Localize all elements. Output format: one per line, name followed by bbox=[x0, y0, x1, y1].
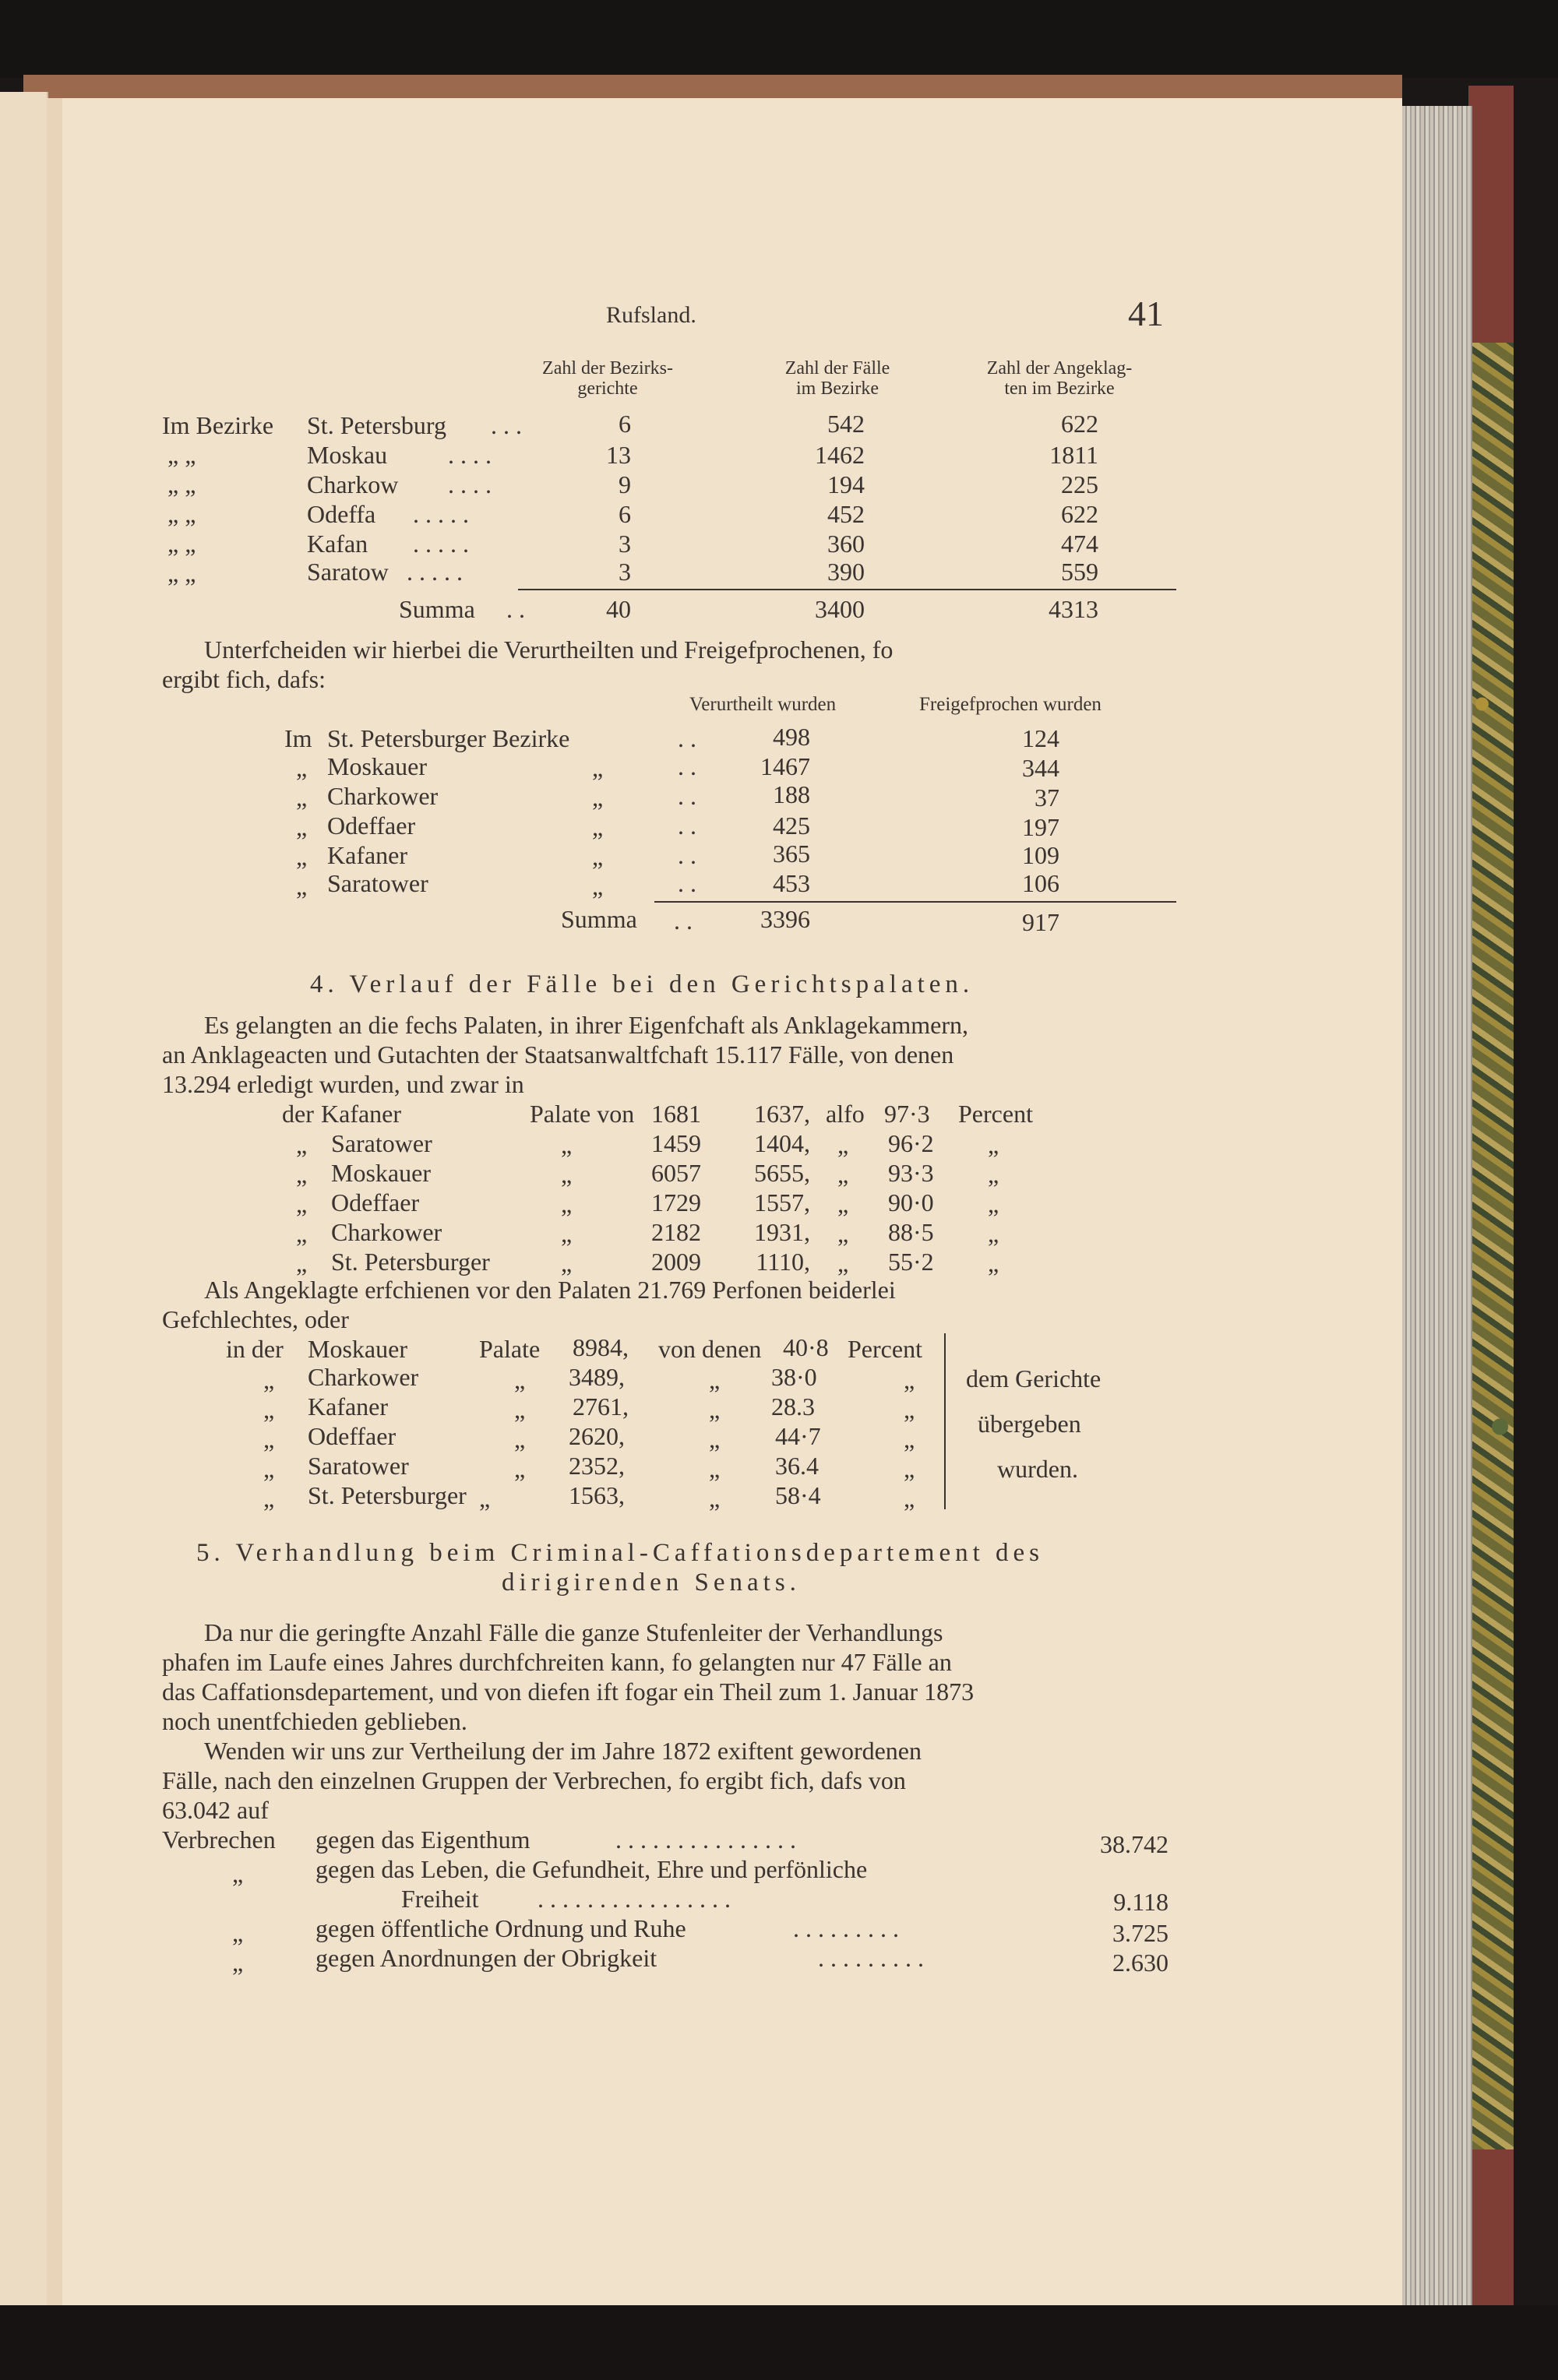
paragraph-line: Unterfcheiden wir hierbei die Verurtheilten und Freigefprochenen, fo bbox=[204, 635, 894, 664]
table1-col-header-gerichte: Zahl der Bezirks- gerichte bbox=[542, 358, 673, 400]
paragraph-line: Wenden wir uns zur Vertheilung der im Jahre 1872 exiftent gewordenen bbox=[204, 1737, 922, 1765]
right-brace bbox=[944, 1333, 946, 1509]
running-title: Rufsland. bbox=[606, 302, 696, 328]
table1-sum-rule bbox=[518, 589, 1176, 590]
section-heading: 4. Verlauf der Fälle bei den Gerichtspalaten. bbox=[310, 970, 975, 998]
table1-col-header-faelle: Zahl der Fälle im Bezirke bbox=[784, 358, 890, 400]
brace-label: wurden. bbox=[997, 1455, 1078, 1483]
paragraph-line: Fälle, nach den einzelnen Gruppen der Verbrechen, fo ergibt fich, dafs von bbox=[162, 1766, 906, 1794]
table1-col-header-angeklagte: Zahl der Angeklag- ten im Bezirke bbox=[986, 358, 1133, 400]
paragraph-line: noch unentfchieden geblieben. bbox=[162, 1707, 467, 1735]
section-heading: 5. Verhandlung beim Criminal-Caffationsdepartement des bbox=[196, 1539, 1045, 1567]
brace-label: übergeben bbox=[978, 1410, 1081, 1438]
paragraph-line: Als Angeklagte erfchienen vor den Palaten 21.769 Perfonen beiderlei bbox=[204, 1276, 896, 1304]
paragraph-line: Gefchlechtes, oder bbox=[162, 1305, 349, 1333]
table2-sum-rule bbox=[654, 901, 1176, 903]
paragraph-line: das Caffationsdepartement, und von diefen ift fogar ein Theil zum 1. Januar 1873 bbox=[162, 1678, 975, 1706]
page-number: 41 bbox=[1128, 294, 1164, 333]
paragraph-line: phafen im Laufe eines Jahres durchfchreiten kann, fo gelangten nur 47 Fälle an bbox=[162, 1648, 952, 1676]
paragraph-line: an Anklageacten und Gutachten der Staatsanwaltfchaft 15.117 Fälle, von denen bbox=[162, 1040, 954, 1069]
page-edges bbox=[1402, 106, 1472, 2310]
paragraph-line: 63.042 auf bbox=[162, 1796, 269, 1824]
table2-col-header-verurtheilt: Verurtheilt wurden bbox=[689, 694, 837, 715]
marbled-board bbox=[1468, 343, 1514, 2149]
background-top bbox=[0, 0, 1558, 78]
book-cover-top-edge bbox=[23, 75, 1402, 100]
table2-col-header-freigesprochen: Freigefprochen wurden bbox=[919, 694, 1102, 715]
paragraph-line: Es gelangten an die fechs Palaten, in ihrer Eigenfchaft als Anklagekammern, bbox=[204, 1011, 968, 1039]
paragraph-line: Da nur die geringfte Anzahl Fälle die ganze Stufenleiter der Verhandlungs bbox=[204, 1618, 943, 1646]
previous-page-edge bbox=[0, 92, 48, 2308]
section-heading: dirigirenden Senats. bbox=[502, 1568, 801, 1597]
background-bottom bbox=[0, 2305, 1558, 2380]
paragraph-line: 13.294 erledigt wurden, und zwar in bbox=[162, 1070, 524, 1098]
paragraph-line: ergibt fich, dafs: bbox=[162, 665, 326, 693]
brace-label: dem Gerichte bbox=[966, 1364, 1102, 1392]
